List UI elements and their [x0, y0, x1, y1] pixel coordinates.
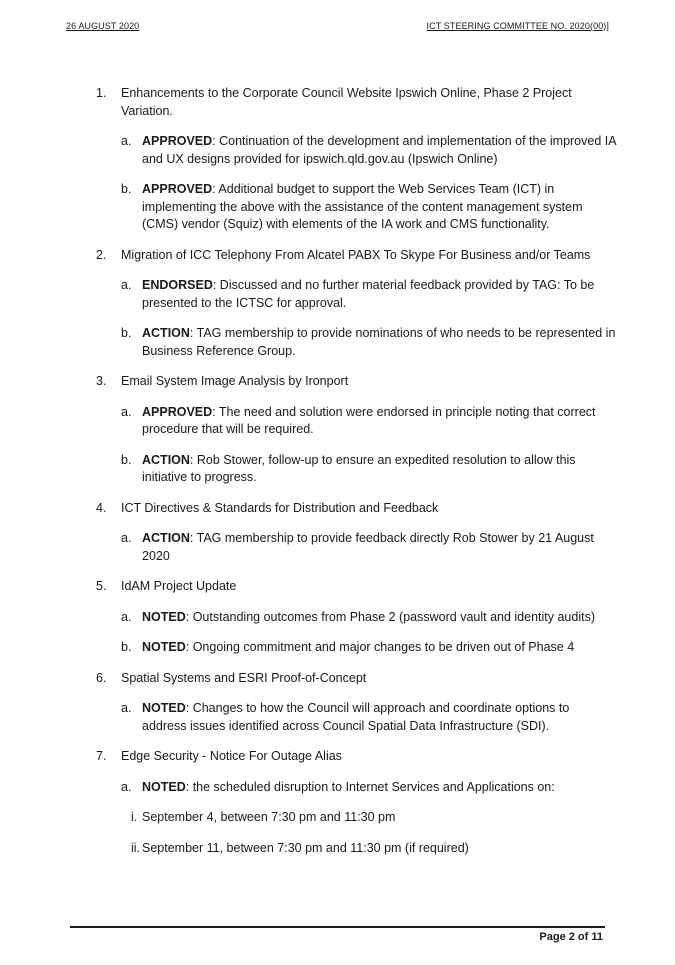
sub-letter: a. [121, 779, 132, 794]
sub-text: : Discussed and no further material feedback provided by TAG: To be presented to the ICTSC for approval. [142, 278, 595, 310]
roman-number: i. [131, 810, 138, 824]
item-number: 5. [96, 579, 107, 593]
status-label: APPROVED [142, 404, 213, 419]
item-title: Spatial Systems and ESRI Proof-of-Concept [121, 670, 367, 685]
agenda-item-1 [96, 85, 616, 234]
item-title: ICT Directives & Standards for Distribution and Feedback [121, 500, 439, 515]
status-label: ACTION [142, 326, 190, 340]
item-title: Enhancements to the Corporate Council Website Ipswich Online, Phase 2 Project Variation. [121, 86, 572, 118]
page-number: Page 2 of 11 [539, 931, 603, 943]
status-label: NOTED [142, 640, 186, 654]
status-label: NOTED [142, 779, 186, 794]
item-title: Email System Image Analysis by Ironport [121, 374, 349, 388]
sub-item [121, 639, 616, 657]
sub-letter: a. [121, 404, 132, 419]
sub-letter: b. [121, 326, 132, 340]
sub-item [121, 609, 616, 627]
sub-item [121, 779, 616, 797]
status-label: NOTED [142, 609, 186, 624]
sub-letter: b. [121, 452, 132, 467]
status-label: APPROVED [142, 182, 213, 196]
item-title: IdAM Project Update [121, 579, 237, 593]
footer-divider [70, 926, 605, 928]
sub-letter: a. [121, 701, 132, 715]
document-body [96, 85, 616, 857]
agenda-item-2 [96, 247, 616, 361]
sub-text: : Changes to how the Council will approach and coordinate options to address issues identified across Council Spatial Data Infrastructure (SDI). [142, 701, 570, 733]
status-label: ENDORSED [142, 278, 213, 292]
roman-text: September 4, between 7:30 pm and 11:30 pm [142, 810, 396, 824]
roman-text: September 11, between 7:30 pm and 11:30 pm (if required) [142, 840, 469, 855]
sub-text: : TAG membership to provide nominations of who needs to be represented in Business Reference Group. [142, 326, 616, 358]
sub-text: : The need and solution were endorsed in principle noting that correct procedure that will be required. [142, 404, 596, 436]
sub-text: : TAG membership to provide feedback directly Rob Stower by 21 August 2020 [142, 531, 594, 563]
sub-item [121, 404, 616, 439]
sub-letter: b. [121, 182, 132, 196]
sub-letter: a. [121, 278, 132, 292]
sub-item [121, 325, 616, 360]
sub-item [121, 700, 616, 735]
item-title: Edge Security - Notice For Outage Alias [121, 749, 342, 763]
roman-sub-item [131, 840, 616, 858]
agenda-item-5 [96, 578, 616, 657]
sub-letter: a. [121, 609, 132, 624]
agenda-item-7 [96, 748, 616, 857]
sub-item [121, 181, 616, 234]
header-committee: ICT STEERING COMMITTEE NO. 2020(00)] [426, 21, 609, 31]
agenda-item-4 [96, 500, 616, 566]
sub-item [121, 530, 616, 565]
item-number: 2. [96, 247, 107, 262]
agenda-item-6 [96, 670, 616, 736]
sub-text: : Additional budget to support the Web Services Team (ICT) in implementing the above with the assistance of the content management system (CMS) vendor (Squiz) with elements of the IA work and CMS functionality. [142, 182, 583, 231]
item-number: 1. [96, 86, 107, 100]
agenda-item-3 [96, 373, 616, 487]
sub-text: : Rob Stower, follow-up to ensure an expedited resolution to allow this initiative to progress. [142, 452, 576, 484]
status-label: ACTION [142, 452, 190, 467]
sub-text: : Ongoing commitment and major changes to be driven out of Phase 4 [185, 640, 575, 654]
page-header [66, 21, 609, 35]
sub-letter: b. [121, 640, 132, 654]
sub-item [121, 133, 616, 168]
item-number: 4. [96, 500, 107, 515]
status-label: ACTION [142, 531, 190, 545]
roman-sub-item [131, 809, 616, 827]
sub-text: : the scheduled disruption to Internet Services and Applications on: [185, 779, 555, 794]
item-title: Migration of ICC Telephony From Alcatel PABX To Skype For Business and/or Teams [121, 247, 591, 262]
header-date: 26 AUGUST 2020 [66, 21, 140, 31]
item-number: 7. [96, 749, 107, 763]
sub-item [121, 277, 616, 312]
sub-letter: a. [121, 531, 132, 545]
sub-text: : Outstanding outcomes from Phase 2 (password vault and identity audits) [185, 609, 595, 624]
sub-letter: a. [121, 134, 132, 148]
status-label: APPROVED [142, 134, 213, 148]
sub-text: : Continuation of the development and implementation of the improved IA and UX designs provided for ipswich.qld.gov.au (Ipswich Online) [142, 134, 616, 166]
item-number: 6. [96, 670, 107, 685]
sub-item [121, 452, 616, 487]
status-label: NOTED [142, 701, 186, 715]
item-number: 3. [96, 374, 107, 388]
roman-number: ii. [131, 840, 141, 855]
